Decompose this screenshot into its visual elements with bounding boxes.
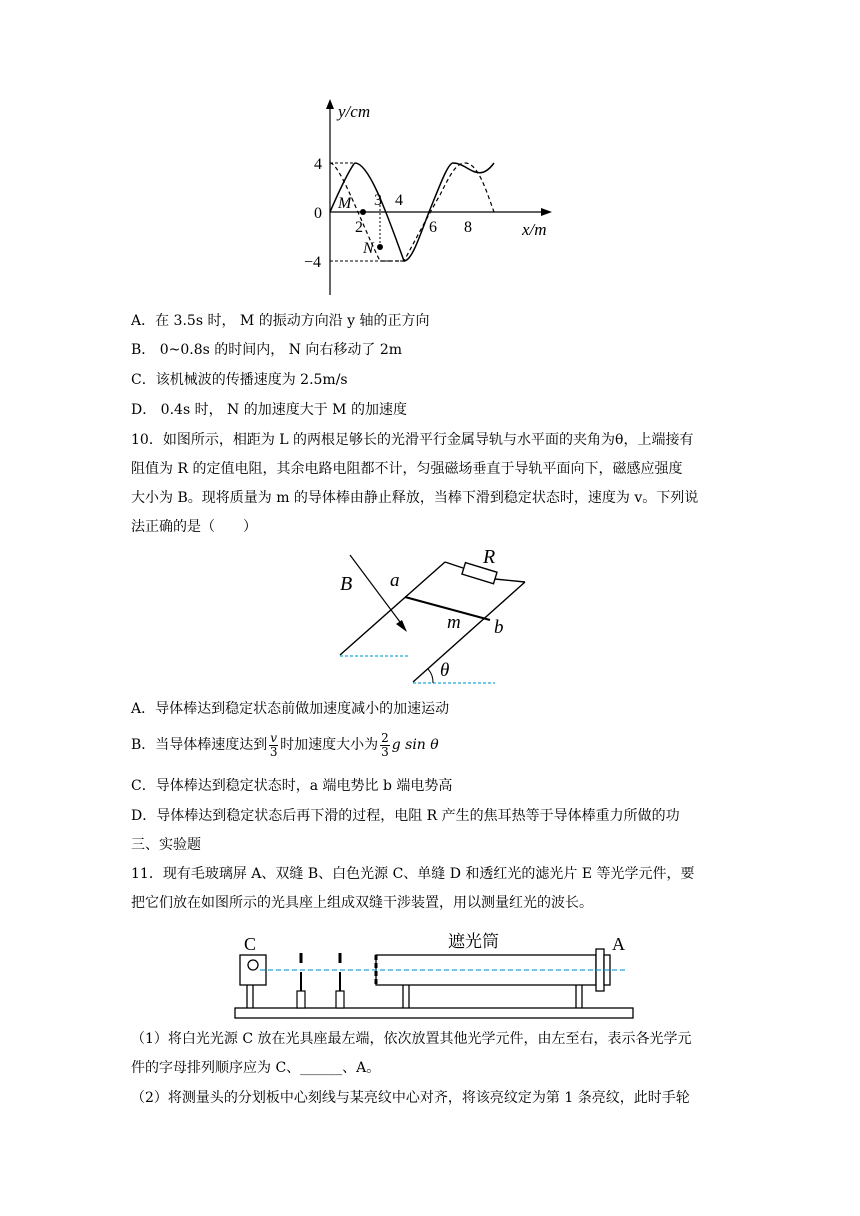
x-tick-4: 4 [395, 192, 403, 209]
label-c: C [244, 934, 257, 954]
rail-figure [330, 540, 530, 690]
label-b-field: B [340, 573, 353, 595]
x-tick-3: 3 [374, 192, 382, 209]
y-axis-arrow [326, 99, 334, 109]
frac2-num: 2 [381, 730, 389, 745]
q9-option-a: A．在 3.5s 时， M 的振动方向沿 y 轴的正方向 [131, 313, 430, 329]
point-n-dot [377, 244, 383, 250]
tube-label: 遮光筒 [448, 932, 499, 951]
y-tick-4: 4 [314, 156, 322, 173]
x-axis-label: x/m [522, 220, 547, 239]
top-wire-right [495, 579, 525, 582]
wave-figure [300, 95, 570, 305]
point-n-label: N [363, 240, 374, 257]
point-m-label: M [338, 195, 352, 212]
q11-sub1-line-2: 件的字母排列顺序应为 C、______、A。 [131, 1060, 381, 1076]
q10-option-a: A．导体棒达到稳定状态前做加速度减小的加速运动 [131, 701, 450, 717]
q11-sub1-line-1: （1）将白光光源 C 放在光具座最左端，依次放置其他光学元件，由左至右，表示各光学元 [131, 1031, 692, 1047]
frac1-num: v [270, 730, 278, 745]
label-r: R [483, 546, 496, 568]
q10-line-3: 大小为 B。现将质量为 m 的导体棒由静止释放，当棒下滑到稳定状态时，速度为 v。下列说 [131, 490, 699, 506]
y-tick-0: 0 [314, 205, 322, 222]
x-tick-6: 6 [429, 219, 437, 236]
q10-line-4: 法正确的是（ ） [131, 519, 257, 535]
q10-line-1: 10．如图所示，相距为 L 的两根足够长的光滑平行金属导轨与水平面的夹角为θ，上端接有 [131, 432, 694, 448]
fraction-v-over-3 [269, 732, 278, 759]
right-rail [413, 582, 525, 682]
q10-option-b [131, 730, 439, 760]
q10-option-c: C．导体棒达到稳定状态时，a 端电势比 b 端电势高 [131, 778, 453, 794]
holder-2-base [336, 991, 344, 1008]
y-axis-label: y/cm [338, 102, 371, 121]
q9-option-d: D． 0.4s 时， N 的加速度大于 M 的加速度 [131, 402, 407, 418]
point-m-dot [360, 209, 366, 215]
label-a: A [612, 934, 625, 954]
q10-option-b-post: g sin θ [391, 737, 439, 753]
angle-arc [428, 669, 433, 683]
q11-line-2: 把它们放在如图所示的光具座上组成双缝干涉装置，用以测量红光的波长。 [131, 895, 593, 911]
section-heading: 三、实验题 [131, 837, 201, 853]
x-tick-2: 2 [355, 219, 363, 236]
label-m: m [447, 612, 461, 633]
q9-option-c: C．该机械波的传播速度为 2.5m/s [131, 372, 348, 388]
q10-line-2: 阻值为 R 的定值电阻，其余电路电阻都不计，匀强磁场垂直于导轨平面向下，磁感应强度 [131, 461, 683, 477]
fraction-2-over-3 [380, 732, 390, 759]
q11-line-1: 11．现有毛玻璃屏 A、双缝 B、白色光源 C、单缝 D 和透红光的滤光片 E 等光学元件，要 [131, 866, 695, 882]
top-wire-left [445, 562, 463, 568]
x-axis-arrow [541, 208, 552, 216]
label-theta: θ [440, 660, 450, 681]
q10-option-b-mid: 时加速度大小为 [280, 737, 379, 753]
label-a: a [390, 570, 400, 591]
q10-option-b-pre: B．当导体棒速度达到 [131, 737, 268, 753]
q9-option-b: B． 0~0.8s 的时间内， N 向右移动了 2m [131, 342, 403, 358]
x-tick-8: 8 [464, 219, 472, 236]
q10-option-d: D．导体棒达到稳定状态后再下滑的过程，电阻 R 产生的焦耳热等于导体棒重力所做的功 [131, 808, 680, 824]
optical-bench-figure [230, 925, 640, 1025]
light-source-bulb [248, 960, 258, 970]
frac1-den: 3 [269, 744, 278, 759]
holder-1-base [297, 991, 305, 1008]
q11-sub2-line-1: （2）将测量头的分划板中心刻线与某亮纹中心对齐，将该亮纹定为第 1 条亮纹，此时手轮 [131, 1090, 690, 1106]
bench-rail [235, 1008, 633, 1018]
frac2-den: 3 [381, 744, 389, 759]
b-field-arrowhead [396, 620, 407, 632]
y-tick-neg4: −4 [304, 254, 322, 271]
label-b-end: b [494, 617, 504, 638]
